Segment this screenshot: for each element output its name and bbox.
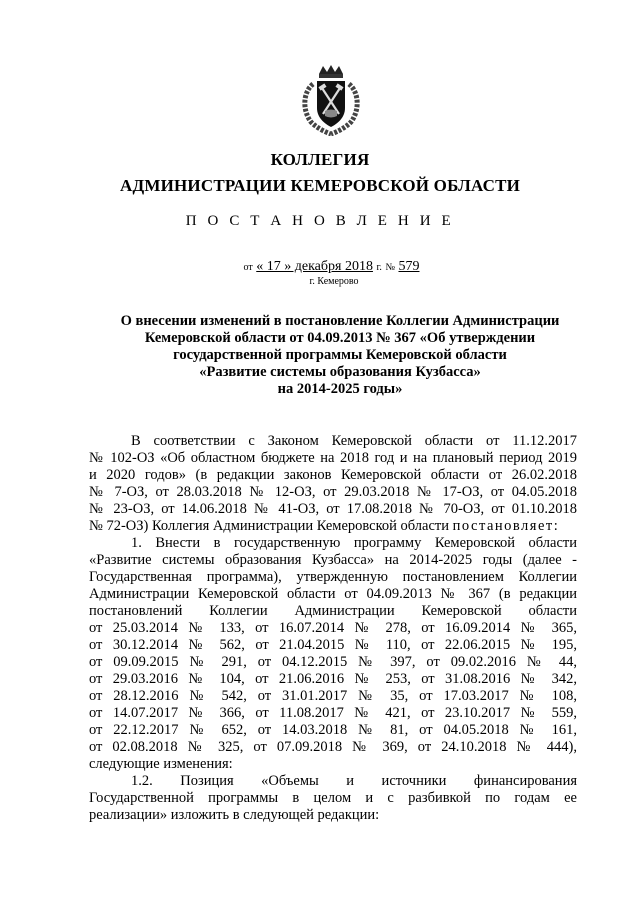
body-line: В соответствии с Законом Кемеровской области от 11.12.2017 [131,433,577,449]
body-line: от 25.03.2014 № 133, от 16.07.2014 № 278, от 16.09.2014 № 365, [89,620,577,636]
body-line: № 7-ОЗ, от 28.03.2018 № 12-ОЗ, от 29.03.2018 № 17-ОЗ, от 04.05.2018 [89,484,577,500]
body-line: постановлений Коллегии Администрации Кемеровской области [89,603,577,619]
body-line: № 102-ОЗ «Об областном бюджете на 2018 год и на плановый период 2019 [89,450,577,466]
coat-of-arms-icon [299,64,363,136]
body-line: от 28.12.2016 № 542, от 31.01.2017 № 35, от 17.03.2017 № 108, [89,688,577,704]
title-line: на 2014-2025 годы» [277,381,403,397]
date-value: « 17 » декабря 2018 [256,259,373,274]
title-line: государственной программы Кемеровской области [173,347,507,363]
body-line: от 02.08.2018 № 325, от 07.09.2018 № 369, от 24.10.2018 № 444), [89,739,577,755]
body-line: № 23-ОЗ, от 14.06.2018 № 41-ОЗ, от 17.08.2018 № 70-ОЗ, от 01.10.2018 [89,501,577,517]
body-line: и 2020 годов» (в редакции законов Кемеровской области от 26.02.2018 [89,467,577,483]
body-line-text: № 72-ОЗ) Коллегия Администрации Кемеровской области [89,518,450,534]
document-type: П О С Т А Н О В Л Е Н И Е [185,213,455,229]
body-line [89,518,577,535]
body-line: реализации» изложить в следующей редакции: [89,807,380,823]
city-label: г. Кемерово [309,276,359,287]
body-line: от 30.12.2014 № 562, от 21.04.2015 № 110, от 22.06.2015 № 195, [89,637,577,653]
date-line [0,259,640,275]
document-number: 579 [398,259,420,274]
body-line: 1.2. Позиция «Объемы и источники финансирования [131,773,577,789]
body-line: от 29.03.2016 № 104, от 21.06.2016 № 253, от 31.08.2016 № 342, [89,671,577,687]
body-line: от 14.07.2017 № 366, от 11.08.2017 № 421, от 23.10.2017 № 559, [89,705,577,721]
body-line-emphasis: постановляет: [452,518,560,534]
date-year-suffix: г. [376,262,382,273]
org-name-line-2: АДМИНИСТРАЦИИ КЕМЕРОВСКОЙ ОБЛАСТИ [119,176,521,195]
title-line: Кемеровской области от 04.09.2013 № 367 «Об утверждении [144,330,536,346]
body-line: Государственная программа), утвержденную постановлением Коллегии [89,569,577,585]
body-line: от 09.09.2015 № 291, от 04.12.2015 № 397, от 09.02.2016 № 44, [89,654,577,670]
title-line: О внесении изменений в постановление Коллегии Администрации [120,313,560,329]
body-line: от 22.12.2017 № 652, от 14.03.2018 № 81, от 04.05.2018 № 161, [89,722,577,738]
body-line: «Развитие системы образования Кузбасса» на 2014-2025 годы (далее - [89,552,577,568]
body-line: следующие изменения: [89,756,233,772]
title-line: «Развитие системы образования Кузбасса» [199,364,481,380]
body-line: 1. Внести в государственную программу Кемеровской области [131,535,577,551]
body-line: Государственной программы в целом и с разбивкой по годам ее [89,790,577,806]
number-sign: № [385,262,395,273]
org-name-line-1: КОЛЛЕГИЯ [270,150,370,169]
date-prefix: от [243,262,253,273]
body-line: Администрации Кемеровской области от 04.09.2013 № 367 (в редакции [89,586,577,602]
